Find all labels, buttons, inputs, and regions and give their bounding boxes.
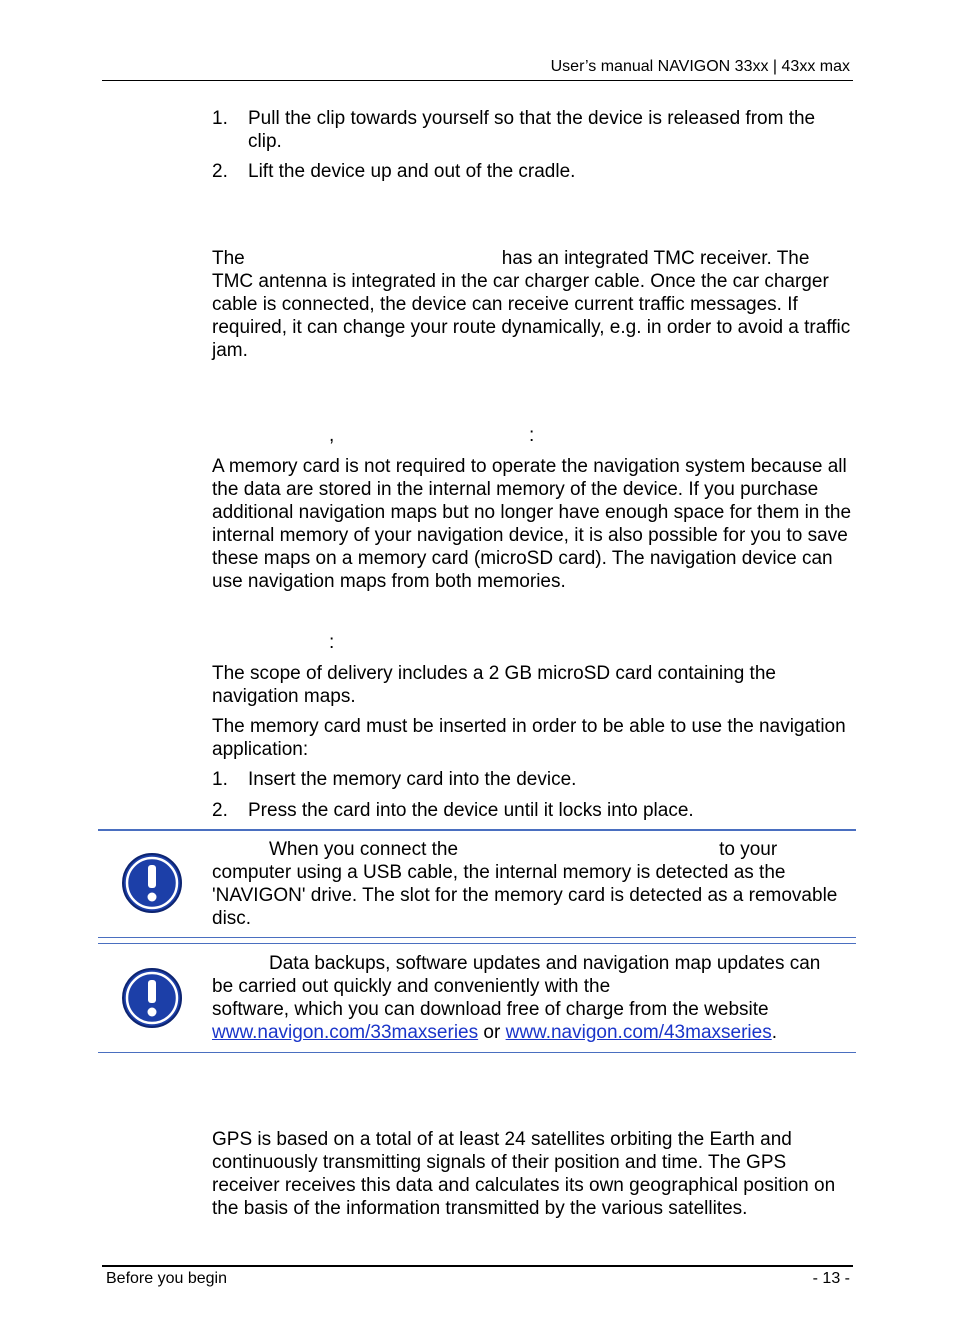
note-2-line-3: software, which you can download free of charge from the website: [212, 999, 769, 1020]
step-text: Lift the device up and out of the cradle.: [248, 161, 576, 182]
scope-paragraph: The scope of delivery includes a 2 GB microSD card containing the navigation maps.: [212, 663, 776, 707]
note-1-bottom-rule: [98, 937, 856, 938]
step-text: Insert the memory card into the device.: [248, 769, 577, 790]
note-2-top-rule: [98, 943, 856, 944]
memory-intro: A memory card is not required to operate the navigation system because all the data are stored in the internal memory of the device. If you purchase additional navigation maps but no longer have enough space for them in the internal memory of your navigation device, it is also possible for you to save these maps on a memory card (microSD card). The navigation device can use navigation maps from both memories.: [212, 456, 852, 592]
note-1-part-b: to your: [719, 839, 778, 860]
step-number: 1.: [212, 108, 228, 129]
step-text: Press the card into the device until it locks into place.: [248, 800, 694, 821]
step-number: 1.: [212, 769, 228, 790]
insert-step-1: [212, 768, 852, 791]
tmc-body: has an integrated TMC receiver. The TMC antenna is integrated in the car charger cable. Once the car charger cable is connected, the device can receive current traffic messages. If required, it can change your route dynamically, e.g. in order to avoid a traffic jam.: [212, 248, 851, 361]
tmc-lead: The: [212, 248, 245, 269]
step-number: 2.: [212, 800, 228, 821]
footer-divider: [102, 1265, 853, 1267]
running-header: User’s manual NAVIGON 33xx | 43xx max: [550, 58, 850, 75]
note-2-line-1: Data backups, software updates and navigation map updates can: [269, 953, 821, 974]
footer-section-title: Before you begin: [106, 1270, 227, 1287]
step-text: Pull the clip towards yourself so that the device is released from the clip.: [248, 108, 816, 152]
insert-required-paragraph: The memory card must be inserted in order to be able to use the navigation application:: [212, 716, 846, 760]
note-1-rest: computer using a USB cable, the internal memory is detected as the 'NAVIGON' drive. The slot for the memory card is detected as a removable disc.: [212, 862, 838, 929]
insert-step-2: [212, 799, 852, 822]
note-2-bottom-rule: [98, 1052, 856, 1053]
removal-step-1: [212, 107, 852, 153]
note-2-text: [212, 952, 854, 1044]
note-2-or: or: [483, 1022, 501, 1043]
note-1-text: [212, 838, 854, 930]
note-2-end: .: [771, 1022, 777, 1043]
removal-step-2: [212, 160, 852, 183]
tmc-paragraph: [212, 247, 852, 362]
exclamation-icon: [121, 852, 183, 914]
note-2-line-2: be carried out quickly and conveniently with the: [212, 976, 611, 997]
memory-heading-comma: ,: [329, 425, 335, 446]
header-divider: [102, 80, 853, 81]
exclamation-icon: [121, 967, 183, 1029]
note-1-top-rule: [98, 829, 856, 831]
memory-heading-colon: :: [529, 425, 535, 446]
link-43maxseries[interactable]: www.navigon.com/43maxseries: [505, 1022, 772, 1043]
page-number: - 13 -: [812, 1270, 850, 1287]
step-number: 2.: [212, 161, 228, 182]
link-33maxseries[interactable]: www.navigon.com/33maxseries: [212, 1022, 479, 1043]
note-1-part-a: When you connect the: [269, 839, 459, 860]
memory-subheading-colon: :: [329, 632, 335, 653]
gps-paragraph: GPS is based on a total of at least 24 satellites orbiting the Earth and continuously transmitting signals of their position and time. The GPS receiver receives this data and calculates its own geographical position on the basis of the information transmitted by the various satellites.: [212, 1129, 836, 1219]
